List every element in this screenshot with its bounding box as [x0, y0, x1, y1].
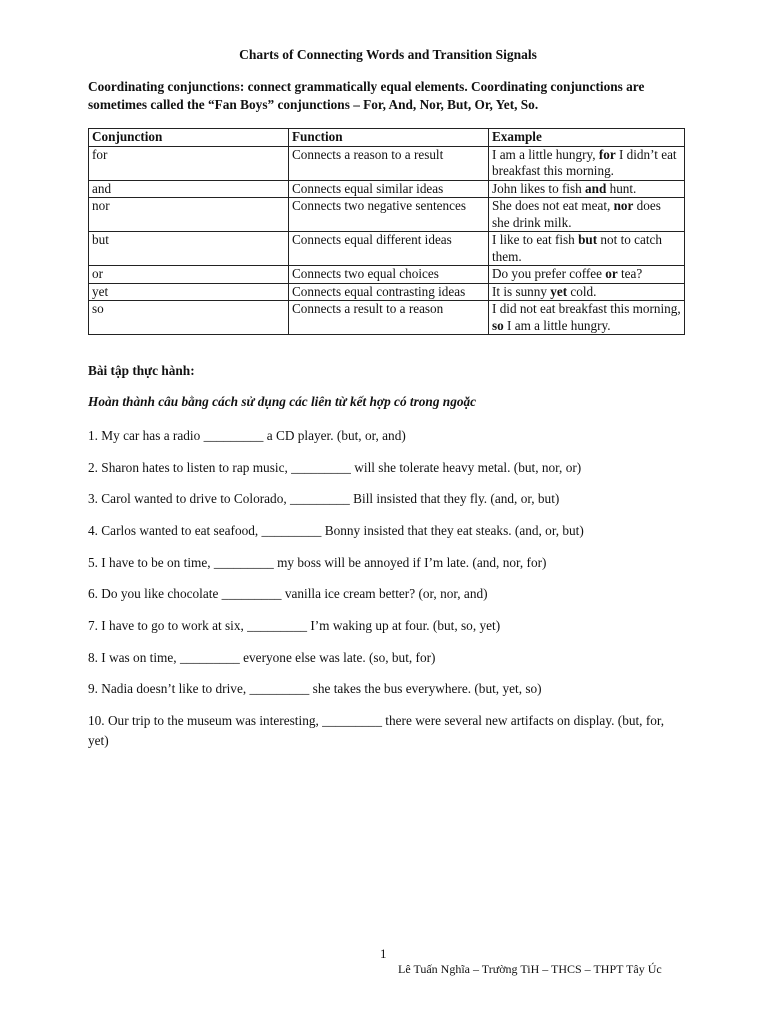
cell-example: [489, 266, 685, 284]
cell-conjunction: or: [89, 266, 289, 284]
cell-example: [489, 283, 685, 301]
example-text: tea?: [617, 266, 643, 281]
table-row: [89, 146, 685, 180]
cell-function: Connects two negative sentences: [289, 198, 489, 232]
conjunction-table: [88, 128, 685, 335]
example-text: I didn’t eat breakfast this morning.: [492, 146, 677, 178]
page-number: 1: [380, 946, 387, 961]
example-text: not to catch them.: [492, 232, 662, 264]
page-footer: Lê Tuấn Nghĩa – Trường TiH – THCS – THPT Tây Úc: [398, 962, 662, 976]
example-text: John likes to fish: [492, 180, 586, 196]
example-conjunction-bold: nor: [613, 198, 634, 213]
table-row: [89, 283, 685, 301]
exercise-question: 6. Do you like chocolate _________ vanilla ice cream better? (or, nor, and): [88, 586, 488, 601]
table-row: [89, 180, 685, 198]
cell-conjunction: but: [89, 232, 289, 266]
example-conjunction-bold: or: [605, 266, 618, 281]
cell-conjunction: yet: [89, 283, 289, 301]
column-header-conjunction: Conjunction: [89, 129, 289, 147]
example-conjunction-bold: for: [598, 146, 616, 162]
cell-example: [489, 146, 685, 180]
cell-function: Connects equal different ideas: [289, 232, 489, 266]
exercise-question: 4. Carlos wanted to eat seafood, _________ Bonny insisted that they eat steaks. (and, or, but): [88, 523, 584, 538]
cell-conjunction: so: [89, 301, 289, 335]
table-header-row: [89, 129, 685, 147]
example-text: I did not eat breakfast this morning,: [492, 301, 681, 316]
example-conjunction-bold: so: [492, 317, 504, 333]
table-row: [89, 266, 685, 284]
cell-function: Connects two equal choices: [289, 266, 489, 284]
cell-example: [489, 301, 685, 335]
table-body: [89, 146, 685, 335]
column-header-function: Function: [289, 129, 489, 147]
cell-example: [489, 198, 685, 232]
cell-function: Connects equal contrasting ideas: [289, 283, 489, 301]
column-header-example: Example: [489, 129, 685, 147]
exercise-instruction: Hoàn thành câu bằng cách sử dụng các liên từ kết hợp có trong ngoặc: [88, 394, 477, 409]
example-text: I am a little hungry,: [492, 146, 599, 162]
example-text: Do you prefer coffee: [492, 266, 606, 281]
intro-paragraph: Coordinating conjunctions: connect grammatically equal elements. Coordinating conjunctions are sometimes called the “Fan Boys” conjunctions – For, And, Nor, But, Or, Yet, So.: [88, 79, 645, 112]
example-text: hunt.: [606, 180, 637, 196]
cell-conjunction: nor: [89, 198, 289, 232]
exercise-question: 10. Our trip to the museum was interesting, _________ there were several new artifacts on display. (but, for, yet): [88, 713, 665, 748]
example-conjunction-bold: yet: [550, 283, 568, 299]
exercise-question: 2. Sharon hates to listen to rap music, _________ will she tolerate heavy metal. (but, nor, or): [88, 460, 582, 475]
example-text: It is sunny: [492, 283, 551, 299]
cell-example: [489, 180, 685, 198]
exercise-question: 3. Carol wanted to drive to Colorado, _________ Bill insisted that they fly. (and, or, but): [88, 491, 560, 506]
cell-function: Connects equal similar ideas: [289, 180, 489, 198]
example-text: does she drink milk.: [492, 198, 661, 230]
cell-example: [489, 232, 685, 266]
example-conjunction-bold: and: [585, 180, 607, 196]
table-row: [89, 232, 685, 266]
document-title: Charts of Connecting Words and Transition Signals: [239, 47, 537, 62]
example-text: I am a little hungry.: [503, 317, 611, 333]
table-row: [89, 301, 685, 335]
exercise-heading: Bài tập thực hành:: [88, 363, 195, 378]
exercise-question: 8. I was on time, _________ everyone else was late. (so, but, for): [88, 650, 436, 665]
cell-conjunction: for: [89, 146, 289, 180]
example-conjunction-bold: but: [578, 232, 598, 247]
cell-function: Connects a result to a reason: [289, 301, 489, 335]
example-text: She does not eat meat,: [492, 198, 614, 213]
exercise-question: 5. I have to be on time, _________ my boss will be annoyed if I’m late. (and, nor, for): [88, 555, 547, 570]
cell-conjunction: and: [89, 180, 289, 198]
example-text: I like to eat fish: [492, 232, 579, 247]
table-row: [89, 198, 685, 232]
exercise-question: 9. Nadia doesn’t like to drive, _________ she takes the bus everywhere. (but, yet, so): [88, 681, 542, 696]
exercise-question: 1. My car has a radio _________ a CD player. (but, or, and): [88, 428, 406, 443]
cell-function: Connects a reason to a result: [289, 146, 489, 180]
example-text: cold.: [567, 283, 597, 299]
exercise-question: 7. I have to go to work at six, _________ I’m waking up at four. (but, so, yet): [88, 618, 501, 633]
